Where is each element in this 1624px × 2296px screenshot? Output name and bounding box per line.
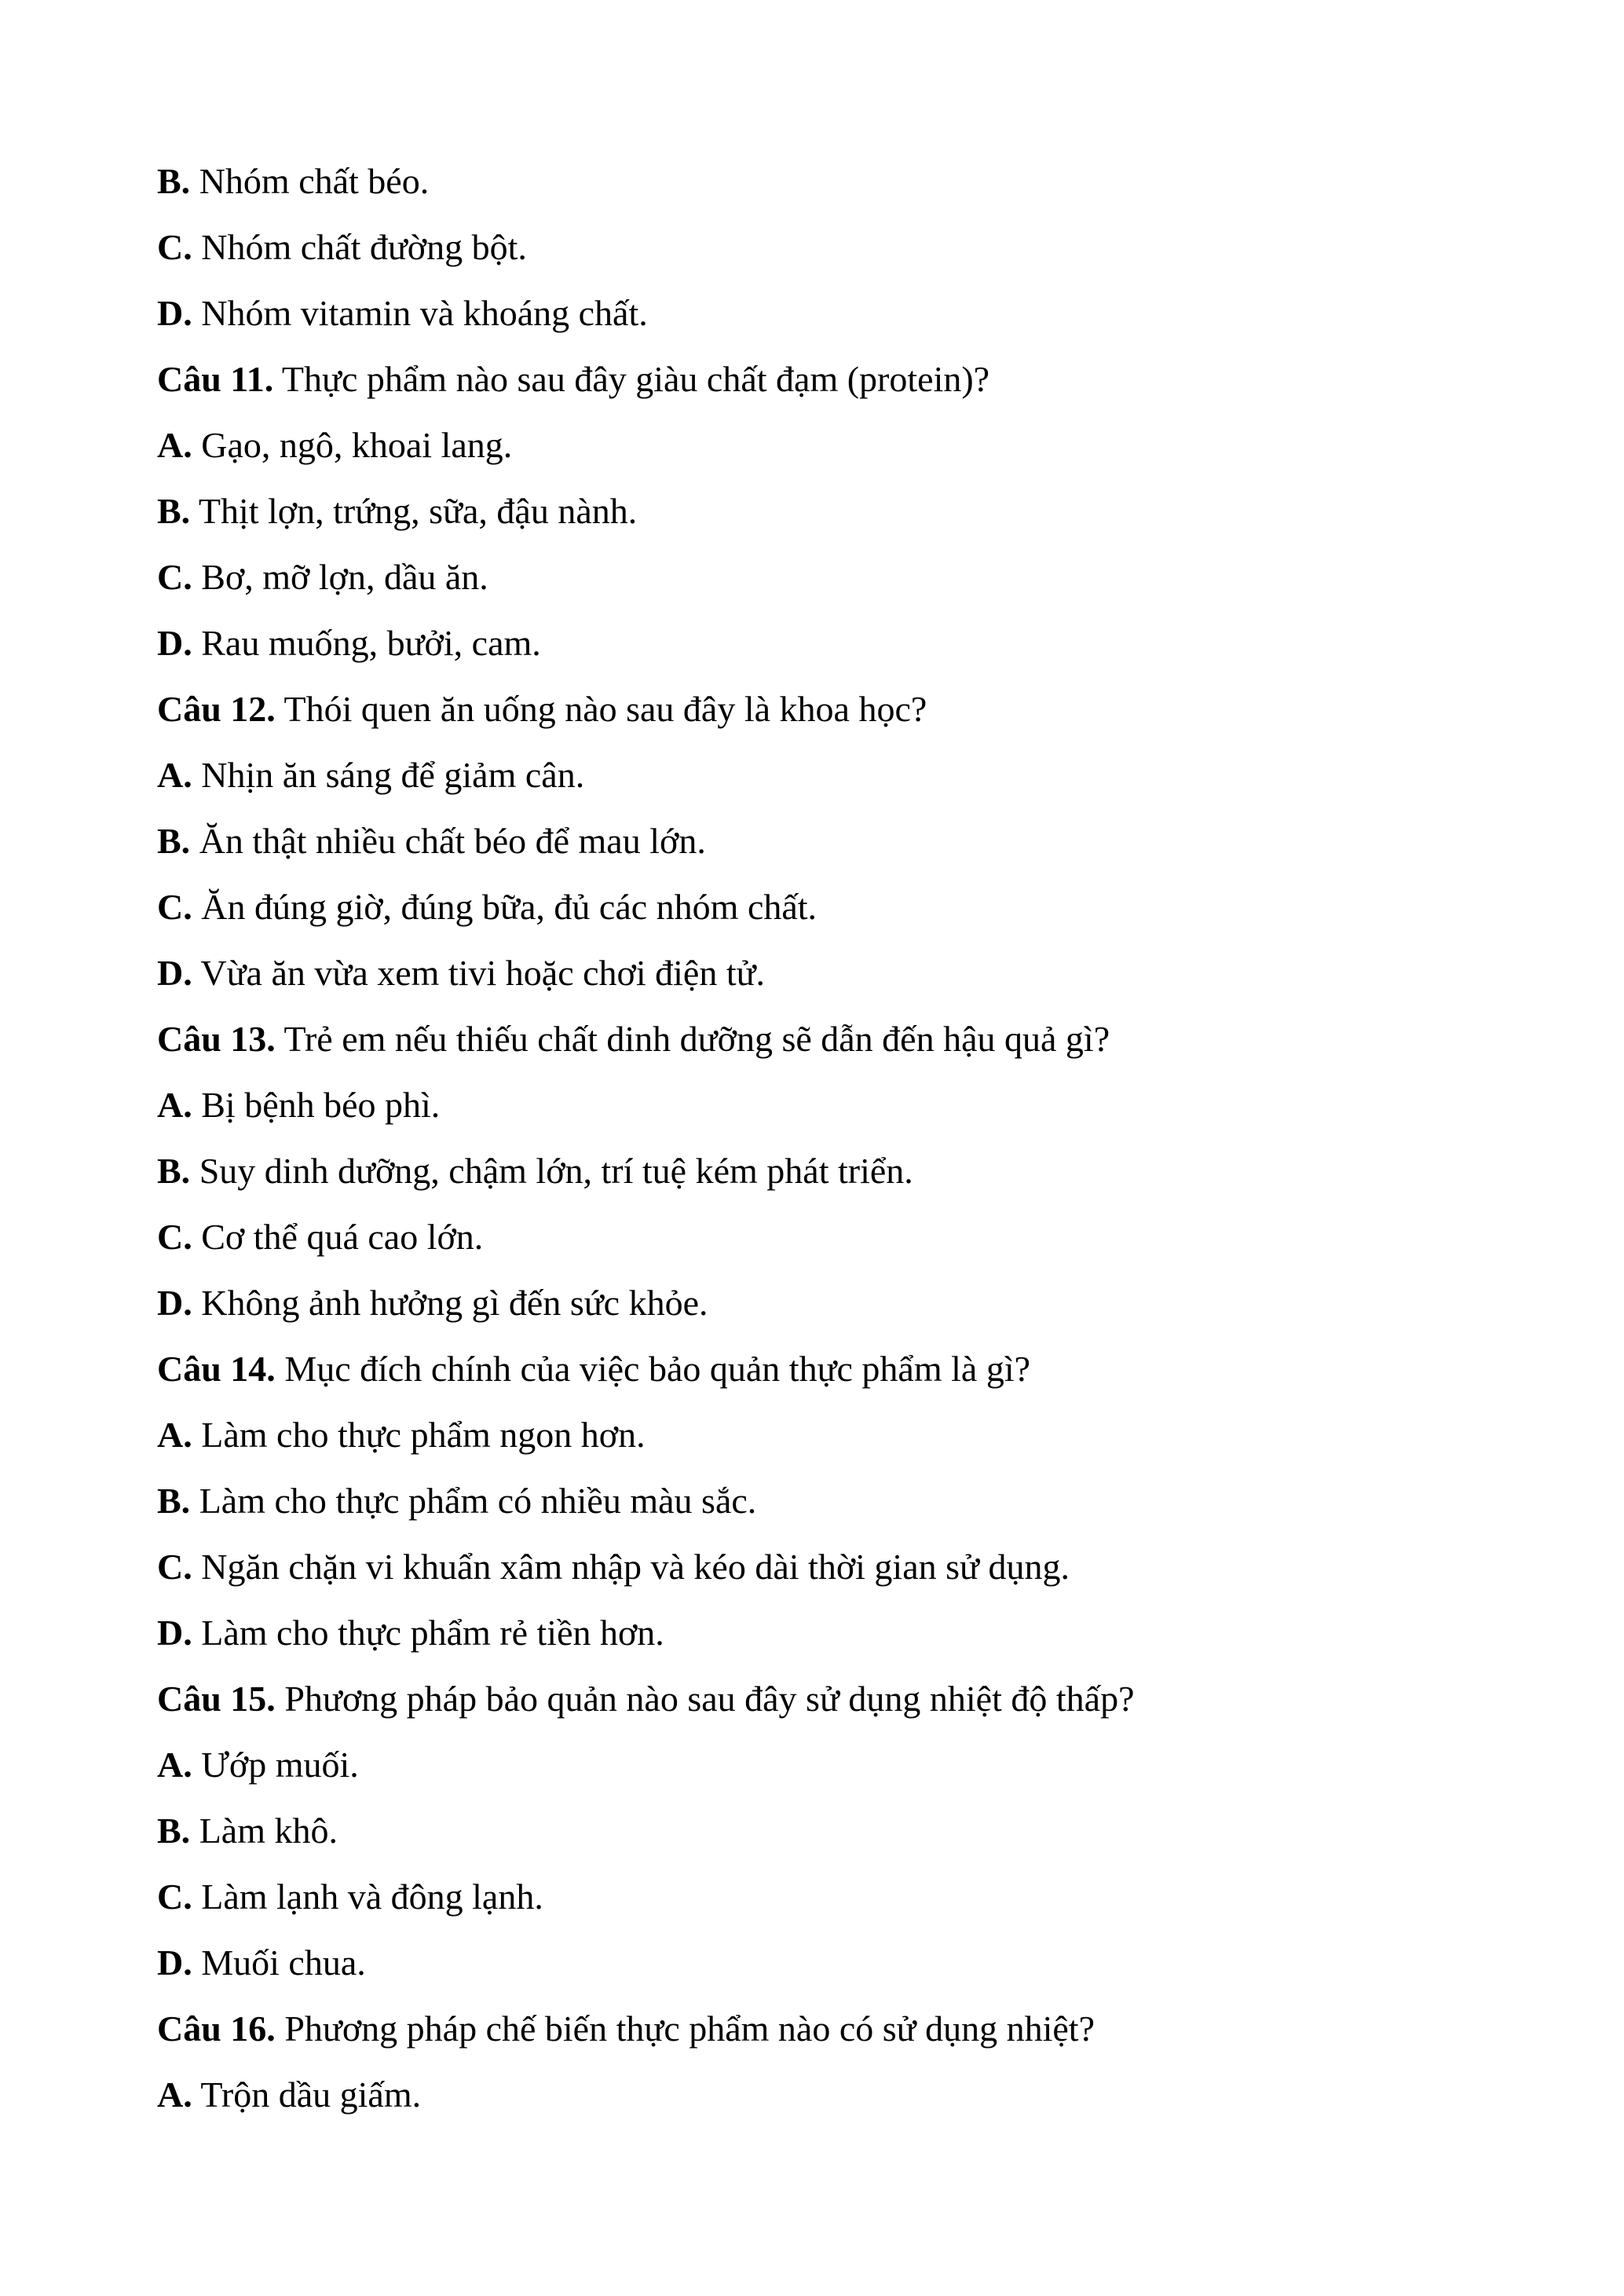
- option-d-line: [157, 621, 541, 665]
- question-11: [157, 357, 989, 401]
- option-d-line: [157, 1611, 664, 1655]
- option-c-line: [157, 555, 488, 599]
- option-text: Suy dinh dưỡng, chậm lớn, trí tuệ kém phát triển.: [190, 1151, 913, 1191]
- option-c-line: [157, 1215, 483, 1259]
- option-label: B.: [157, 1151, 191, 1191]
- question-text: Phương pháp bảo quản nào sau đây sử dụng nhiệt độ thấp?: [275, 1679, 1135, 1719]
- option-a-line: [157, 1743, 359, 1787]
- option-c-line: [157, 1875, 543, 1919]
- option-a-line: [157, 753, 584, 797]
- option-label: C.: [157, 1877, 192, 1917]
- question-label: Câu 16.: [157, 2009, 276, 2049]
- option-label: C.: [157, 227, 192, 267]
- option-label: C.: [157, 1217, 192, 1257]
- option-label: D.: [157, 1613, 192, 1653]
- option-label: A.: [157, 425, 192, 465]
- option-c-line: [157, 1545, 1070, 1589]
- option-label: D.: [157, 623, 192, 663]
- option-label: B.: [157, 821, 191, 861]
- option-label: D.: [157, 1283, 192, 1323]
- option-text: Bị bệnh béo phì.: [192, 1085, 441, 1125]
- option-b-line: [157, 1149, 913, 1193]
- option-text: Ăn đúng giờ, đúng bữa, đủ các nhóm chất.: [192, 887, 817, 927]
- option-d-line: [157, 1941, 366, 1985]
- question-label: Câu 12.: [157, 689, 276, 729]
- option-d-line: [157, 1281, 708, 1325]
- option-label: C.: [157, 887, 192, 927]
- option-label: C.: [157, 557, 192, 597]
- question-text: Mục đích chính của việc bảo quản thực phẩm là gì?: [275, 1349, 1031, 1389]
- option-text: Trộn dầu giấm.: [192, 2074, 422, 2115]
- option-label: D.: [157, 1943, 192, 1983]
- option-a-line: [157, 423, 512, 467]
- question-13: [157, 1017, 1110, 1061]
- option-text: Làm cho thực phẩm rẻ tiền hơn.: [192, 1613, 664, 1653]
- option-text: Vừa ăn vừa xem tivi hoặc chơi điện tử.: [192, 953, 766, 993]
- option-label: B.: [157, 1811, 191, 1851]
- question-label: Câu 15.: [157, 1679, 276, 1719]
- option-text: Ăn thật nhiều chất béo để mau lớn.: [190, 821, 706, 861]
- question-15: [157, 1677, 1134, 1721]
- option-text: Làm cho thực phẩm có nhiều màu sắc.: [190, 1481, 757, 1521]
- option-text: Ướp muối.: [192, 1745, 359, 1785]
- question-label: Câu 13.: [157, 1019, 276, 1059]
- option-text: Nhóm chất đường bột.: [192, 227, 527, 267]
- option-b-line: [157, 1809, 338, 1853]
- option-a-line: [157, 1083, 440, 1127]
- option-b-line: [157, 159, 429, 203]
- option-text: Bơ, mỡ lợn, dầu ăn.: [192, 557, 488, 597]
- option-d-line: [157, 291, 648, 335]
- option-d-line: [157, 951, 765, 995]
- option-text: Cơ thể quá cao lớn.: [192, 1217, 484, 1257]
- option-label: D.: [157, 293, 192, 333]
- option-label: B.: [157, 1481, 191, 1521]
- option-label: A.: [157, 1415, 192, 1455]
- option-text: Không ảnh hưởng gì đến sức khỏe.: [192, 1283, 708, 1323]
- option-text: Rau muống, bưởi, cam.: [192, 623, 541, 663]
- option-label: B.: [157, 491, 191, 531]
- question-text: Phương pháp chế biến thực phẩm nào có sử dụng nhiệt?: [275, 2009, 1095, 2049]
- question-text: Trẻ em nếu thiếu chất dinh dưỡng sẽ dẫn đến hậu quả gì?: [275, 1019, 1110, 1059]
- option-label: A.: [157, 2074, 192, 2115]
- option-text: Làm lạnh và đông lạnh.: [192, 1877, 543, 1917]
- question-text: Thực phẩm nào sau đây giàu chất đạm (protein)?: [273, 359, 990, 399]
- option-b-line: [157, 1479, 756, 1523]
- option-c-line: [157, 885, 817, 929]
- option-label: A.: [157, 1745, 192, 1785]
- option-text: Làm khô.: [190, 1811, 338, 1851]
- option-a-line: [157, 1413, 646, 1457]
- question-label: Câu 11.: [157, 359, 274, 399]
- option-label: A.: [157, 1085, 192, 1125]
- option-b-line: [157, 819, 706, 863]
- option-text: Gạo, ngô, khoai lang.: [192, 425, 513, 465]
- question-label: Câu 14.: [157, 1349, 276, 1389]
- question-14: [157, 1347, 1030, 1391]
- option-text: Thịt lợn, trứng, sữa, đậu nành.: [190, 491, 638, 531]
- option-label: D.: [157, 953, 192, 993]
- option-c-line: [157, 225, 527, 269]
- option-text: Nhóm chất béo.: [190, 161, 430, 201]
- option-a-line: [157, 2073, 421, 2117]
- option-b-line: [157, 489, 637, 533]
- option-label: B.: [157, 161, 191, 201]
- question-16: [157, 2007, 1095, 2051]
- option-text: Làm cho thực phẩm ngon hơn.: [192, 1415, 646, 1455]
- question-text: Thói quen ăn uống nào sau đây là khoa học?: [275, 689, 927, 729]
- option-text: Nhóm vitamin và khoáng chất.: [192, 293, 648, 333]
- option-label: A.: [157, 755, 192, 795]
- option-label: C.: [157, 1547, 192, 1587]
- option-text: Nhịn ăn sáng để giảm cân.: [192, 755, 585, 795]
- question-12: [157, 687, 927, 731]
- option-text: Ngăn chặn vi khuẩn xâm nhập và kéo dài thời gian sử dụng.: [192, 1547, 1070, 1587]
- option-text: Muối chua.: [192, 1943, 366, 1983]
